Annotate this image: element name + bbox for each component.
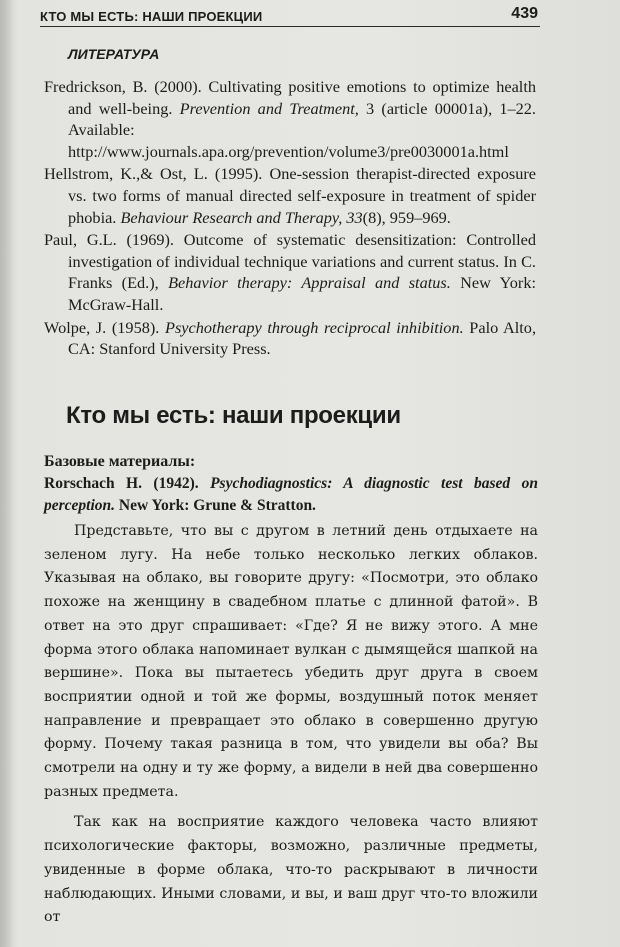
page-number: 439 <box>511 5 538 22</box>
running-title: КТО МЫ ЕСТЬ: НАШИ ПРОЕКЦИИ <box>40 9 263 24</box>
binding-shadow <box>0 0 14 947</box>
running-head <box>40 4 540 27</box>
paragraph: Представьте, что вы с другом в летний день отдыхаете на зеленом лугу. На небе только несколько легких облаков. Указывая на облако, вы говорите другу: «Посмотри, это облако похоже на женщину в свадебном платье с длинной фатой». В ответ на это друг спрашивает: «Где? Я не вижу этого. А мне форма этого облака напоминает вулкан с дымящейся шапкой на вершине». Пока вы пытаетесь убедить друг друга в своем восприятии одной и той же формы, воздушный поток меняет направление и превращает это облако в совершенно другую форму. Почему такая разница в том, что увидели вы оба? Вы смотрели на одну и ту же форму, а видели в ней два совершенно разных предмета. <box>44 523 538 800</box>
base-materials-heading: Базовые материалы: <box>44 453 196 470</box>
section-title: Кто мы есть: наши проекции <box>66 402 401 429</box>
literature-heading: ЛИТЕРАТУРА <box>68 46 160 62</box>
reference-list <box>44 76 536 361</box>
reference-item: Wolpe, J. (1958). Psychotherapy through reciprocal inhibition. Palo Alto, CA: Stanford University Press. <box>44 317 537 359</box>
reference-item: Fredrickson, B. (2000). Cultivating positive emotions to optimize health and well-being. Prevention and Treatment, 3 (article 00001a), 1–22. Available: http://www.journals.apa.org/prevention/volume3/pre0030001a.html <box>44 77 536 161</box>
base-reference: Rorschach H. (1942). Psychodiagnostics: A diagnostic test based on perception. New York: Grune & Stratton. <box>44 475 538 514</box>
paragraph: Так как на восприятие каждого человека часто влияют психологические факторы, возможно, различные предметы, увиденные в форме облака, что-то раскрывают в личности наблюдающих. Иными словами, и вы, и ваш друг что-то вложили от <box>44 814 538 926</box>
body-text <box>44 520 538 930</box>
reference-item: Hellstrom, K.,& Ost, L. (1995). One-session therapist-directed exposure vs. two forms of manual directed self-exposure in treatment of spider phobia. Behaviour Research and Therapy, 33(8), 959–969. <box>44 164 536 227</box>
reference-item: Paul, G.L. (1969). Outcome of systematic desensitization: Controlled investigation of individual technique variations and current status. In C. Franks (Ed.), Behavior therapy: Appraisal and status. New York: McGraw-Hall. <box>44 230 536 314</box>
